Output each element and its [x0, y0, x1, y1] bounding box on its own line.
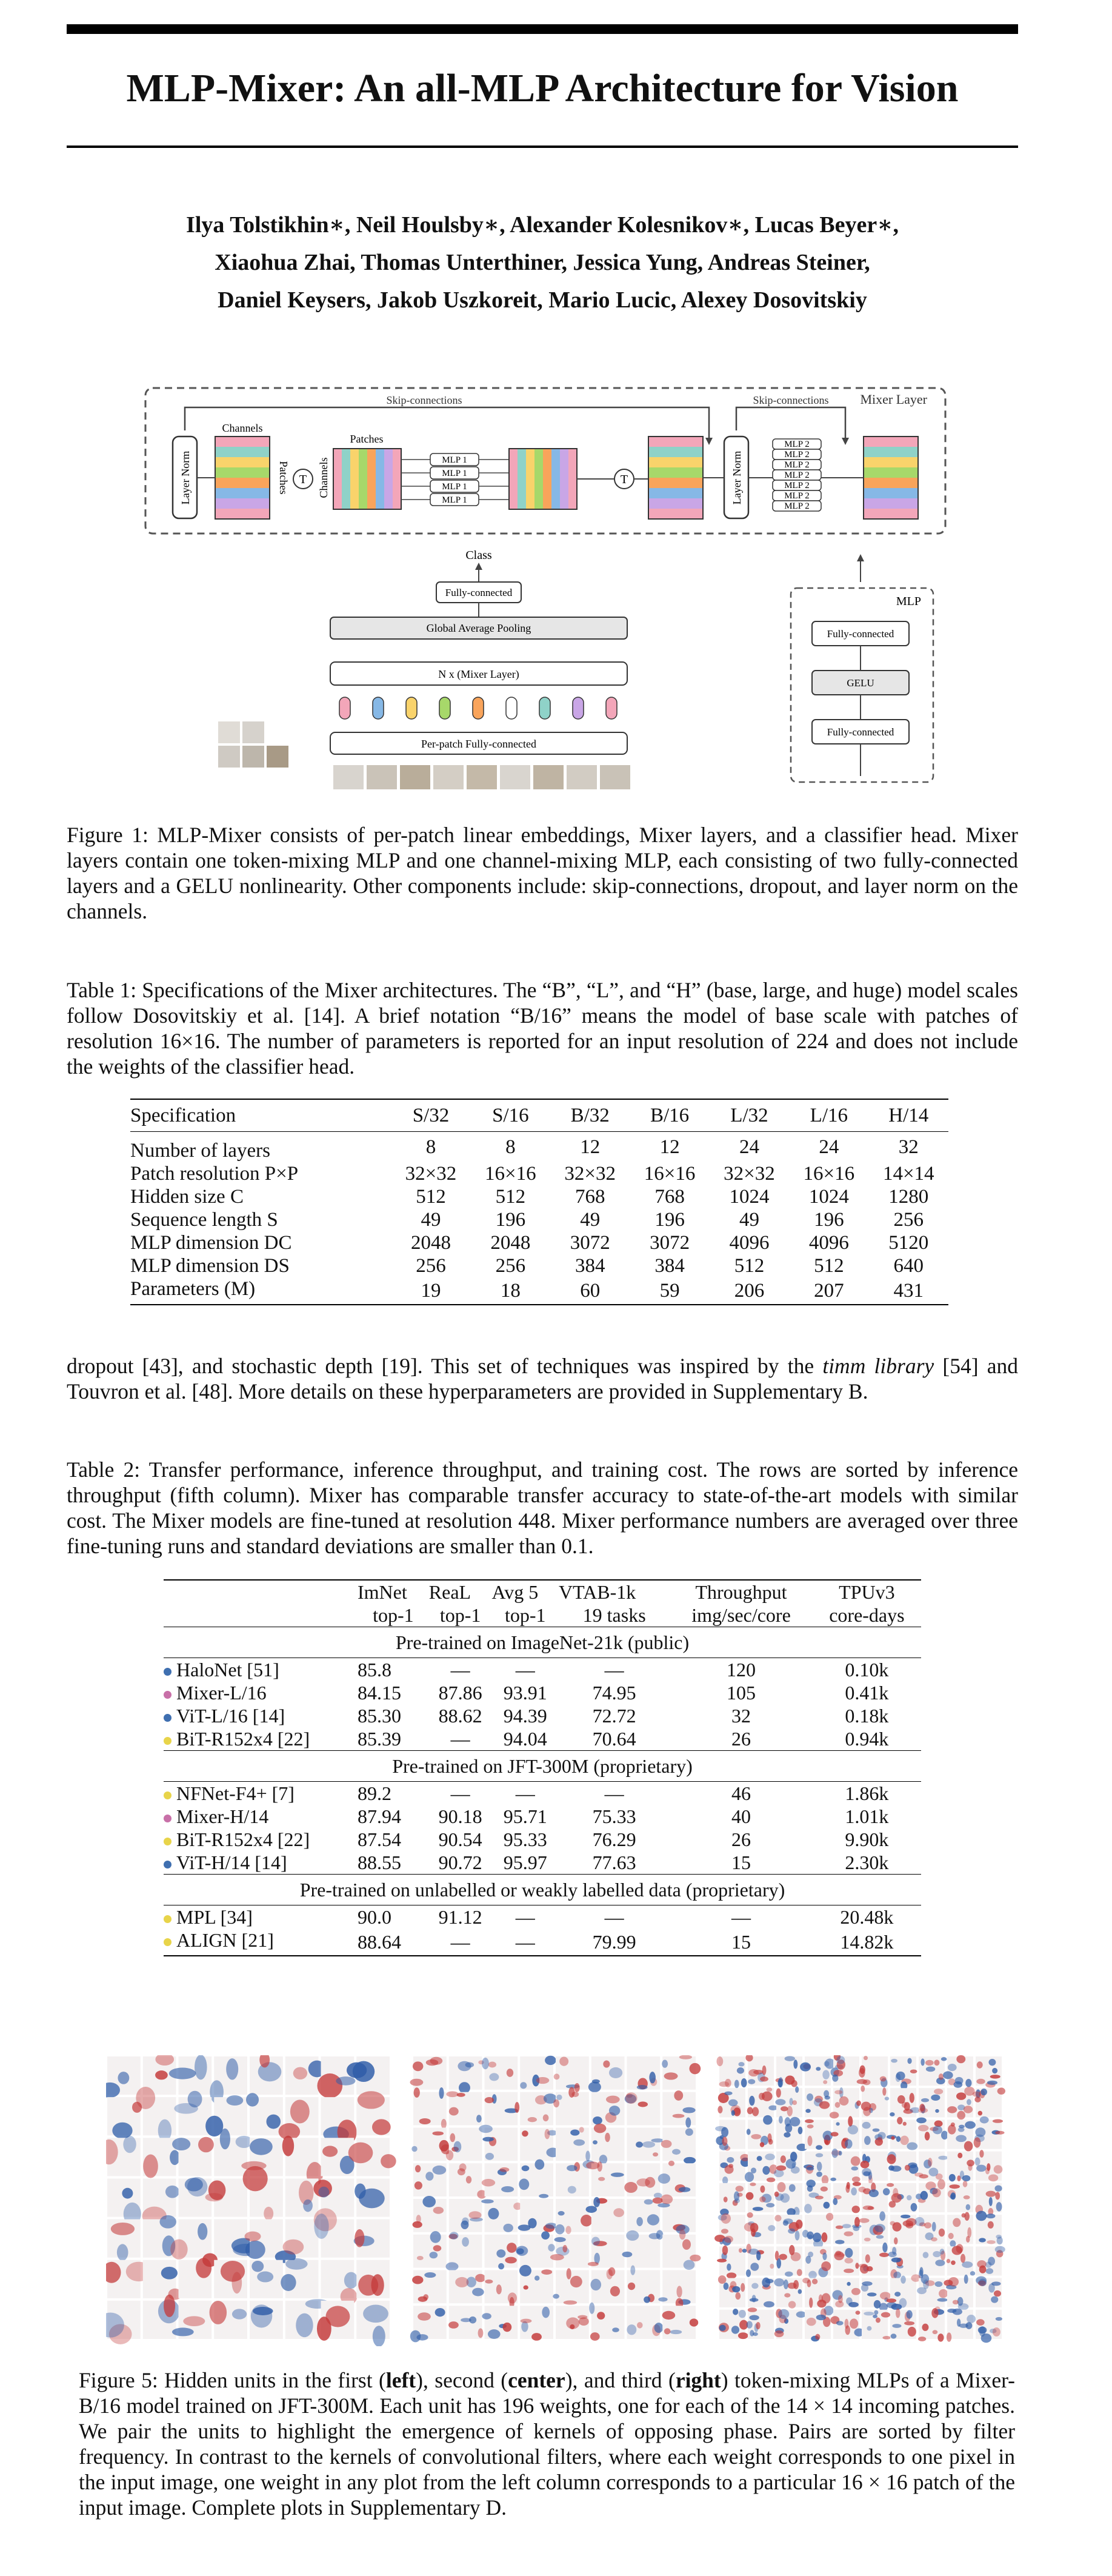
hidden-unit-tile: [482, 2306, 518, 2339]
svg-text:MLP 1: MLP 1: [442, 482, 467, 492]
hidden-unit-tile: [976, 2246, 1005, 2276]
hidden-unit-tile: [627, 2128, 665, 2161]
hidden-unit-tile: [918, 2088, 945, 2117]
hidden-unit-tile: [627, 2265, 661, 2303]
hidden-unit-tile: [805, 2306, 833, 2341]
hidden-unit-tile: [485, 2235, 518, 2270]
table-row: MPL [34] 90.0 91.12 — — — 20.48k: [164, 1905, 921, 1929]
mixer-layer-label: Mixer Layer: [860, 392, 927, 407]
hidden-unit-tile: [747, 2087, 778, 2117]
hidden-unit-tile: [862, 2310, 891, 2340]
hidden-unit-tile: [413, 2087, 447, 2129]
hidden-unit-tile: [481, 2199, 522, 2232]
hidden-unit-tile: [859, 2211, 888, 2244]
series-dot: [164, 1737, 171, 1745]
hidden-unit-tile: [445, 2232, 482, 2270]
svg-text:MLP 1: MLP 1: [442, 495, 467, 505]
mlp2-blocks: [773, 439, 821, 511]
mlp-title: MLP: [896, 595, 921, 608]
token-stack-3: [509, 449, 577, 509]
hidden-unit-tile: [246, 2093, 283, 2135]
hidden-unit-tile: [774, 2152, 802, 2181]
table-row: MLP dimension DS 256 256 384 384 512 512 640: [130, 1254, 924, 1277]
hidden-unit-tile: [588, 2235, 625, 2268]
hidden-unit-tile: [947, 2087, 975, 2120]
hidden-unit-tile: [890, 2309, 916, 2339]
table-header-cell: L/32: [730, 1104, 768, 1126]
hidden-unit-tile: [321, 2260, 358, 2305]
table-header-cell: H/14: [888, 1104, 929, 1126]
transpose-symbol-2: T: [620, 473, 628, 486]
hidden-unit-tile: [170, 2220, 211, 2260]
series-dot: [164, 1938, 171, 1946]
layer-norm-label: Layer Norm: [179, 450, 191, 505]
hidden-unit-tile: [317, 2056, 355, 2098]
series-dot: [164, 1791, 171, 1799]
hidden-unit-tile: [775, 2086, 802, 2117]
hidden-unit-tile: [831, 2116, 859, 2149]
hidden-unit-tile: [210, 2301, 247, 2339]
n-mixer-label: N x (Mixer Layer): [438, 668, 519, 680]
hidden-unit-tile: [919, 2056, 947, 2086]
table-row: Mixer-L/16 84.15 87.86 93.91 74.95 105 0.41k: [164, 1681, 921, 1704]
hidden-unit-tile: [776, 2116, 807, 2151]
table-row: ALIGN [21] 88.64 — — 79.99 15 14.82k: [164, 1929, 921, 1956]
hidden-unit-tile: [776, 2056, 802, 2087]
hidden-unit-tile: [887, 2274, 921, 2310]
hidden-unit-tile: [662, 2306, 699, 2339]
table1: [130, 1099, 948, 1305]
hidden-unit-tile: [830, 2149, 860, 2183]
hidden-unit-tile: [658, 2161, 696, 2196]
hidden-unit-tile: [947, 2309, 976, 2342]
hidden-unit-tile: [348, 2138, 396, 2176]
hidden-unit-tile: [887, 2117, 917, 2150]
hidden-unit-tile: [746, 2244, 774, 2277]
hidden-unit-tile: [550, 2235, 589, 2268]
hidden-unit-tile: [321, 2138, 355, 2176]
table2: [164, 1579, 921, 1956]
hidden-unit-tile: [250, 2301, 283, 2339]
gap-label: Global Average Pooling: [426, 622, 531, 634]
hidden-unit-tile: [482, 2056, 518, 2090]
hidden-unit-tile: [591, 2092, 625, 2126]
hidden-unit-tile: [717, 2246, 747, 2279]
hidden-unit-tile: [833, 2215, 862, 2244]
hidden-unit-tile: [888, 2246, 916, 2279]
hidden-unit-tile: [804, 2152, 831, 2185]
figure1-caption: Figure 1: MLP-Mixer consists of per-patch linear embeddings, Mixer layers, and a classifier head. Mixer layers contain one token-mixing MLP and one channel-mixing MLP, each consisting of two fully-connected layers and a GELU nonlinearity. Other components include: skip-connections, dropout, and layer norm on the channels.: [67, 823, 1018, 923]
hidden-unit-tile: [136, 2087, 176, 2142]
hidden-unit-tile: [976, 2276, 1002, 2307]
channels-label: Channels: [222, 422, 263, 434]
hidden-unit-tile: [449, 2056, 484, 2093]
hidden-unit-tile: [718, 2275, 745, 2307]
table-row: BiT-R152x4 [22] 87.54 90.54 95.33 76.29 26 9.90k: [164, 1828, 921, 1851]
hidden-unit-tile: [973, 2087, 1005, 2117]
group-title-row: Pre-trained on JFT-300M (proprietary): [164, 1751, 921, 1782]
hidden-unit-tile: [805, 2119, 833, 2150]
hidden-unit-tile: [107, 2178, 141, 2225]
hidden-unit-tile: [520, 2092, 557, 2126]
hidden-unit-tile: [410, 2056, 447, 2090]
hidden-unit-tile: [861, 2152, 888, 2186]
hidden-unit-tile: [714, 2213, 745, 2246]
hidden-unit-tile: [887, 2183, 917, 2212]
hidden-unit-tile: [976, 2310, 1002, 2343]
mlp1-blocks: [401, 453, 509, 506]
patches-vertical-label: Patches: [278, 461, 290, 495]
hidden-unit-tile: [715, 2119, 745, 2150]
figure1-diagram: [139, 382, 951, 794]
hidden-unit-tile: [356, 2301, 390, 2346]
hidden-unit-tile: [179, 2253, 218, 2298]
skip-connections-label-2: Skip-connections: [753, 394, 829, 406]
hidden-unit-tile: [716, 2056, 747, 2088]
hidden-unit-tile: [943, 2055, 973, 2088]
table-row: ViT-H/14 [14] 88.55 90.72 95.97 77.63 15 2.30k: [164, 1851, 921, 1875]
svg-text:MLP 2: MLP 2: [784, 501, 810, 511]
hidden-unit-tile: [591, 2124, 625, 2164]
hidden-unit-tile: [627, 2056, 661, 2090]
hidden-unit-tile: [107, 2220, 141, 2261]
svg-text:MLP 2: MLP 2: [784, 460, 810, 470]
hidden-unit-tile: [446, 2128, 482, 2161]
hidden-unit-tile: [774, 2182, 802, 2217]
hidden-unit-tile: [625, 2092, 661, 2126]
hidden-unit-tile: [748, 2278, 774, 2307]
table-header-row: top-1 top-1 top-1 19 tasks img/sec/core core-days: [164, 1604, 921, 1627]
hidden-unit-tile: [890, 2088, 921, 2117]
hidden-unit-tile: [413, 2231, 447, 2267]
hidden-unit-tile: [627, 2306, 663, 2339]
hidden-unit-tile: [917, 2274, 948, 2307]
hidden-unit-tile: [586, 2197, 625, 2232]
patch-embeddings: [339, 697, 617, 719]
hidden-unit-tile: [831, 2055, 859, 2086]
hidden-unit-tile: [661, 2128, 696, 2164]
title-bottom-rule: [67, 146, 1018, 148]
channels-vertical-label: Channels: [318, 457, 330, 498]
hidden-unit-tile: [355, 2178, 390, 2216]
hidden-unit-tile: [916, 2118, 948, 2149]
hidden-unit-tile: [446, 2091, 482, 2125]
hidden-unit-tile: [974, 2150, 1002, 2181]
per-patch-fc-label: Per-patch Fully-connected: [421, 738, 537, 750]
hidden-unit-tile: [516, 2231, 554, 2267]
hidden-unit-tile: [106, 2056, 141, 2098]
hidden-unit-tile: [890, 2215, 916, 2244]
hidden-unit-tile: [746, 2307, 774, 2339]
table-row: Hidden size C 512 512 768 768 1024 1024 1280: [130, 1185, 929, 1208]
table-row: ViT-L/16 [14] 85.30 88.62 94.39 72.72 32 0.18k: [164, 1704, 921, 1727]
hidden-unit-tile: [833, 2246, 859, 2275]
hidden-unit-tile: [449, 2163, 487, 2198]
svg-text:MLP 2: MLP 2: [784, 491, 810, 501]
hidden-unit-tile: [590, 2267, 624, 2304]
hidden-unit-tile: [830, 2087, 861, 2119]
hidden-unit-tile: [554, 2056, 589, 2092]
hidden-unit-tile: [250, 2055, 283, 2095]
hidden-unit-tile: [482, 2163, 518, 2196]
hidden-unit-tile: [356, 2091, 390, 2135]
token-stack-5: [864, 437, 918, 519]
hidden-unit-tile: [861, 2086, 889, 2118]
hidden-unit-tile: [519, 2265, 553, 2303]
hidden-unit-tile: [622, 2230, 663, 2267]
svg-text:MLP 2: MLP 2: [784, 440, 810, 449]
hidden-unit-tile: [719, 2183, 745, 2216]
figure5-hidden-units: [106, 2055, 1009, 2346]
table1-caption: Table 1: Specifications of the Mixer architectures. The “B”, “L”, and “H” (base, large, and huge) model scales follow Dosovitskiy et al. [14]. A brief notation “B/16” means the model of base scale with patches of resolution 16×16. The number of parameters is reported for an input resolution of 224 and does not include the weights of the classifier head.: [67, 978, 1018, 1079]
hidden-unit-tile: [976, 2056, 1002, 2088]
hidden-unit-tile: [589, 2303, 624, 2341]
hidden-unit-tile: [519, 2159, 553, 2198]
hidden-unit-tile: [411, 2128, 451, 2161]
hidden-unit-tile: [914, 2215, 945, 2244]
hidden-unit-tile: [774, 2278, 802, 2309]
hidden-unit-tile: [662, 2229, 701, 2270]
hidden-unit-tile: [947, 2119, 976, 2151]
hidden-unit-tile: [862, 2119, 888, 2149]
hidden-unit-tile: [658, 2195, 696, 2235]
hidden-unit-tile: [356, 2260, 390, 2298]
hidden-unit-tile: [805, 2246, 831, 2278]
hidden-unit-tile: [805, 2088, 831, 2117]
author-list: [67, 206, 1018, 319]
table-row: BiT-R152x4 [22] 85.39 — 94.04 70.64 26 0.94k: [164, 1727, 921, 1751]
hidden-unit-tile: [448, 2306, 483, 2339]
hidden-unit-tile: [449, 2199, 483, 2232]
classifier-fc-label: Fully-connected: [445, 587, 513, 598]
hidden-unit-tile: [859, 2183, 890, 2212]
mlp-fc2-label: Fully-connected: [827, 726, 894, 738]
hidden-unit-tile: [745, 2055, 774, 2086]
hidden-unit-tile: [833, 2182, 861, 2213]
hidden-unit-tile: [914, 2152, 948, 2181]
hidden-unit-tile: [143, 2260, 182, 2300]
series-dot: [164, 1714, 171, 1722]
hidden-unit-tile: [947, 2212, 973, 2247]
svg-text:MLP 1: MLP 1: [442, 455, 467, 465]
hidden-unit-tile: [106, 2136, 141, 2176]
hidden-unit-tile: [520, 2306, 553, 2341]
hidden-unit-tile: [947, 2181, 973, 2212]
hidden-unit-tile: [944, 2275, 973, 2310]
table-header-row: [130, 1099, 948, 1132]
svg-text:MLP 1: MLP 1: [442, 469, 467, 478]
hidden-unit-tile: [717, 2088, 745, 2117]
input-patches: [218, 721, 630, 789]
hidden-unit-tile: [553, 2087, 589, 2126]
patches-label: Patches: [350, 433, 384, 445]
hidden-unit-tile: [746, 2183, 774, 2212]
series-dot: [164, 1815, 171, 1822]
table-header-cell: B/32: [570, 1104, 610, 1126]
hidden-unit-tile: [919, 2246, 945, 2280]
mlp-gelu-label: GELU: [847, 677, 874, 689]
table-header-cell: S/16: [492, 1104, 529, 1126]
hidden-unit-tile: [802, 2278, 831, 2308]
hidden-unit-tile: [624, 2163, 662, 2198]
body-paragraph: dropout [43], and stochastic depth [19]. This set of techniques was inspired by the timm library [54] and Touvron et al. [48]. More details on these hyperparameters are provided in Supplementary B.: [67, 1354, 1018, 1403]
hidden-unit-tile: [774, 2215, 802, 2244]
token-stack-2: [333, 449, 401, 509]
hidden-unit-tile: [279, 2097, 319, 2140]
svg-text:MLP 2: MLP 2: [784, 481, 810, 490]
hidden-unit-tile: [662, 2090, 696, 2128]
hidden-unit-tile: [918, 2307, 945, 2342]
table-header-cell: L/16: [810, 1104, 848, 1126]
hidden-unit-tile: [555, 2199, 592, 2234]
table-row: Mixer-H/14 87.94 90.18 95.71 75.33 40 1.01k: [164, 1805, 921, 1828]
author-line: Xiaohua Zhai, Thomas Unterthiner, Jessica Yung, Andreas Steiner,: [215, 250, 870, 275]
hidden-unit-tile: [774, 2309, 807, 2339]
hidden-unit-tile: [861, 2278, 891, 2312]
hidden-unit-tile: [520, 2056, 556, 2090]
skip-connections-label-1: Skip-connections: [386, 394, 462, 406]
table-row: NFNet-F4+ [7] 89.2 — — — 46 1.86k: [164, 1782, 921, 1805]
hidden-unit-tile: [830, 2310, 864, 2339]
hidden-unit-tile: [553, 2268, 588, 2304]
mlp-fc1-label: Fully-connected: [827, 628, 894, 640]
table-header-cell: B/16: [650, 1104, 690, 1126]
hidden-unit-tile: [857, 2056, 888, 2087]
title-top-rule: [67, 24, 1018, 34]
paper-title: MLP-Mixer: An all-MLP Architecture for Vision: [126, 66, 959, 110]
hidden-unit-tile: [975, 2183, 1002, 2216]
table-row: Parameters (M) 19 18 60 59 206 207 431: [130, 1277, 924, 1302]
hidden-unit-tile: [250, 2260, 283, 2298]
hidden-unit-tile: [745, 2152, 778, 2183]
hidden-unit-tile: [413, 2163, 447, 2196]
series-dot: [164, 1691, 171, 1699]
hidden-unit-tile: [449, 2270, 486, 2304]
token-stack-1: [215, 437, 270, 519]
hidden-unit-tile: [413, 2196, 447, 2232]
hidden-unit-tile: [281, 2258, 318, 2298]
token-stack-4: [648, 437, 703, 519]
table-row: HaloNet [51] 85.8 — — — 120 0.10k: [164, 1658, 921, 1682]
hidden-unit-tile: [588, 2056, 625, 2092]
table-row: Patch resolution P×P 32×32 16×16 32×32 16×16 32×32 16×16 14×14: [130, 1162, 934, 1185]
hidden-unit-tile: [627, 2198, 663, 2232]
hidden-unit-tile: [317, 2301, 354, 2341]
hidden-unit-tile: [662, 2055, 701, 2090]
hidden-unit-tile: [890, 2056, 917, 2090]
table-row: MLP dimension DC 2048 2048 3072 3072 4096 4096 5120: [130, 1231, 929, 1254]
hidden-unit-tile: [800, 2056, 835, 2086]
author-line: Ilya Tolstikhin∗, Neil Houlsby∗, Alexander Kolesnikov∗, Lucas Beyer∗,: [186, 212, 899, 238]
hidden-unit-tile: [719, 2309, 748, 2339]
hidden-unit-tile: [947, 2152, 974, 2182]
table2-caption: Table 2: Transfer performance, inference throughput, and training cost. The rows are sorted by inference throughput (fifth column). Mixer has comparable transfer accuracy to state-of-the-art models with similar cost. The Mixer models are fine-tuned at resolution 448. Mixer performance numbers are averaged over three fine-tuning runs and standard deviations are smaller than 0.1.: [67, 1457, 1018, 1558]
hidden-unit-tile: [586, 2161, 624, 2196]
hidden-unit-tile: [210, 2056, 247, 2104]
hidden-unit-tile: [804, 2180, 831, 2213]
hidden-unit-tile: [802, 2213, 833, 2249]
hidden-unit-tile: [859, 2243, 889, 2276]
table-row: Number of layers 8 8 12 12 24 24 32: [130, 1136, 919, 1162]
series-dot: [164, 1838, 171, 1845]
hidden-unit-tile: [107, 2097, 142, 2139]
series-dot: [164, 1861, 171, 1868]
table-header-cell: Specification: [130, 1104, 236, 1126]
group-title-row: Pre-trained on unlabelled or weakly labelled data (proprietary): [164, 1875, 921, 1905]
hidden-unit-tile: [321, 2097, 357, 2144]
hidden-unit-tile: [832, 2278, 861, 2307]
hidden-unit-tile: [518, 2199, 558, 2232]
hidden-unit-tile: [744, 2212, 776, 2244]
hidden-unit-tile: [285, 2178, 319, 2216]
hidden-unit-tile: [214, 2260, 247, 2298]
svg-text:MLP 2: MLP 2: [784, 470, 810, 480]
transpose-symbol: T: [299, 473, 307, 486]
hidden-unit-tile: [556, 2127, 590, 2161]
group-title-row: Pre-trained on ImageNet-21k (public): [164, 1627, 921, 1658]
hidden-unit-tile: [410, 2306, 447, 2342]
class-label: Class: [465, 549, 492, 562]
hidden-unit-tile: [520, 2128, 559, 2161]
hidden-unit-tile: [976, 2211, 1003, 2245]
hidden-unit-tile: [485, 2270, 518, 2309]
hidden-unit-tile: [658, 2270, 696, 2309]
figure5-caption: Figure 5: Hidden units in the first (left), second (center), and third (right) token-mixing MLPs of a Mixer-B/16 model trained on JFT-300M. Each unit has 196 weights, one for each of the 14 × 14 incoming patches. We pair the units to highlight the emergence of kernels of opposing phase. Pairs are sorted by filter frequency. In contrast to the kernels of convolutional filters, where each weight corresponds to one pixel in the input image, one weight in any plot from the left column corresponds to a particular 16 × 16 patch of the input image. Complete plots in Supplementary D.: [79, 2368, 1016, 2520]
hidden-unit-tile: [916, 2179, 945, 2212]
hidden-unit-tile: [479, 2125, 518, 2161]
table-row: Sequence length S 49 196 49 196 49 196 256: [130, 1208, 924, 1231]
series-dot: [164, 1915, 171, 1923]
svg-text:MLP 2: MLP 2: [784, 450, 810, 460]
hidden-unit-tile: [747, 2115, 774, 2149]
hidden-unit-tile: [887, 2152, 919, 2181]
hidden-unit-tile: [947, 2244, 976, 2275]
hidden-unit-tile: [556, 2306, 589, 2339]
author-line: Daniel Keysers, Jakob Uszkoreit, Mario Lucic, Alexey Dosovitskiy: [218, 287, 867, 313]
hidden-unit-tile: [412, 2270, 447, 2304]
hidden-unit-tile: [974, 2116, 1005, 2149]
layer-norm-label-2: Layer Norm: [731, 450, 743, 505]
hidden-unit-tile: [106, 2301, 141, 2344]
hidden-unit-tile: [775, 2245, 802, 2277]
hidden-unit-tile: [354, 2220, 390, 2258]
table-header-cell: S/32: [412, 1104, 450, 1126]
series-dot: [164, 1668, 171, 1676]
table-header-row: ImNet ReaL Avg 5 VTAB-1k Throughput TPUv3: [358, 1581, 895, 1603]
hidden-unit-tile: [485, 2092, 520, 2126]
